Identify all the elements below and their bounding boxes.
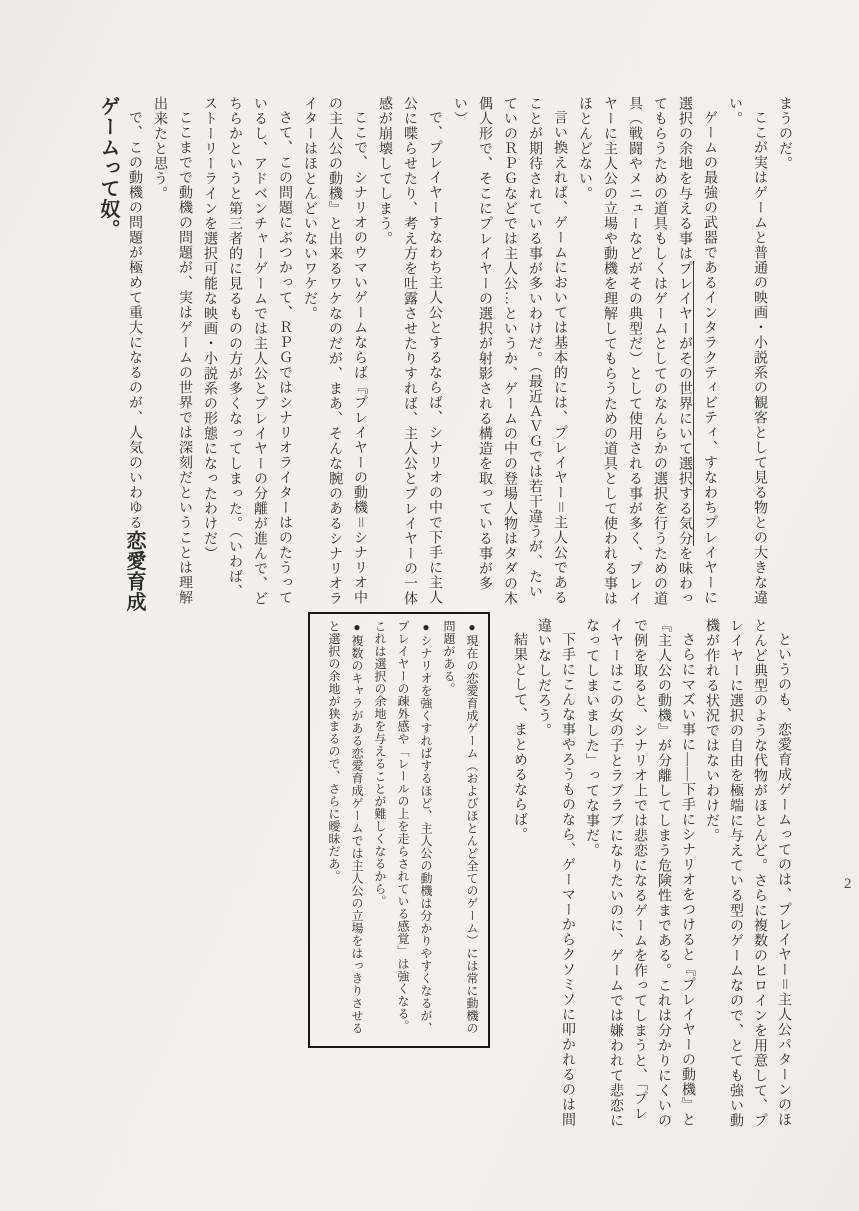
paragraph	[699, 618, 795, 1130]
text-segment: まうのだ。	[777, 96, 792, 171]
paragraph	[572, 96, 722, 612]
paragraph	[579, 618, 699, 1130]
text-segment: 結果として、まとめるならば。	[512, 632, 527, 842]
text-segment: ●現在の恋愛育成ゲーム（およびほとんど全てのゲーム）には常に動機の問題がある。	[442, 620, 479, 1035]
main-essay-text-block	[85, 96, 797, 612]
summary-bullet-item	[368, 620, 437, 1040]
text-segment: というのも、恋愛育成ゲームってのは、プレイヤー＝主人公パターンのほとんど典型のような代物がほとんど。さらに複数のヒロインを用意して、プレイヤーに選択の自由を極端に与えている型のゲームなので、とても強い動機が作れる状況ではないわけだ。	[704, 618, 791, 1128]
paragraph	[447, 96, 572, 612]
text-segment: で、この動機の問題が極めて重大になるのが、人気のいわゆる	[127, 110, 142, 530]
summary-bullet-item	[437, 620, 483, 1040]
text-segment: ここが実はゲームと普通の映画・小説系の観客として見る物との大きな違い。	[727, 96, 767, 605]
paragraph	[197, 96, 297, 612]
paragraph	[531, 618, 579, 1130]
summary-bullet-item	[322, 620, 368, 1040]
text-segment: ゲームの最強の武器であるインタラクティビティ、すなわちプレイヤーに選択の余地を与える事は	[677, 96, 717, 605]
text-segment: を味わってもらうための道具もしくはゲームとしてのなんらかの選択を行うための道具（戦闘やメニューなどがその典型だ）として使用される事が多く、プレイヤーに主人公の立場や動機を理解してもらうための道具として使われる事はほとんどない。	[577, 96, 692, 606]
text-segment: 言い換えれば、ゲームにおいては基本的には、プレイヤー＝主人公であることが期待されている事が多いわけだ。（最近ＡＶＧでは若干違うが、たいていのＲＰＧなどでは主人公…というか、ゲームの中の登場人物はタダの木偶人形で、そこにプレイヤーの選択が射影される構造を取っている事が多い）	[452, 96, 567, 606]
paragraph	[372, 96, 447, 612]
text-segment: さらにマズい事に――下手にシナリオをつけると『プレイヤーの動機』と『主人公の動機』が分離してしまう危険性まである。これは分かりにくいので例を取ると、シナリオ上では悲恋になるゲームを作ってしまうと、「プレイヤーはこの女の子とラブラブになりたいのに、ゲームでは嫌われて悲恋になってしまいました」ってな事だ。	[584, 618, 695, 1128]
text-segment: さて、この問題にぶつかって、ＲＰＧではシナリオライターはのたうっているし、アドベンチャーゲームでは主人公とプレイヤーの分離が進んで、どちらかというと第三者的に見るものの方が多くなってしまった。（いわば、ストーリーラインを選択可能な映画・小説系の形態になったわけだ）	[202, 96, 292, 606]
paragraph	[147, 96, 197, 612]
text-segment: 下手にこんな事やろうものなら、ゲーマーからクソミソに叩かれるのは間違いなしだろう。	[536, 618, 575, 1127]
paragraph	[507, 618, 531, 1130]
paragraph	[772, 96, 797, 612]
text-segment: ここで、シナリオのウマいゲームならば『プレイヤーの動機＝シナリオ中の主人公の動機』と出来るワケなのだが、まあ、そんな腕のあるシナリオライターはほとんどいないワケだ。	[302, 96, 367, 606]
large-emphasis-text: 恋愛育成ゲームって奴。	[97, 96, 145, 612]
text-segment: ●シナリオを強くすればするほど、主人公の動機は分かりやすくなるが、プレイヤーの疎外感や「レールの上を走らされている感覚」は強くなる。これは選択の余地を与えることが難しくなるから。	[373, 620, 433, 1035]
second-essay-text-block	[505, 618, 795, 1130]
summary-box	[308, 612, 490, 1048]
text-segment: ここまでで動機の問題が、実はゲームの世界では深刻だということは理解出来たと思う。	[152, 96, 192, 605]
paragraph	[95, 96, 147, 612]
text-segment: ●複数のキャラがある恋愛育成ゲームでは主人公の立場をはっきりさせると選択の余地が狭まるので、さらに曖昧だあ。	[327, 620, 364, 1035]
paragraph	[722, 96, 772, 612]
text-segment: で、プレイヤーすなわち主人公とするならば、シナリオの中で下手に主人公に喋らせたり、考え方を吐露させたりすれば、主人公とプレイヤーの一体感が崩壊してしまう。	[377, 96, 442, 606]
emphasized-text-sideline: プレイヤーがその世界にいて選択する気分	[677, 261, 692, 546]
page-number: 2	[844, 876, 852, 892]
paragraph	[297, 96, 372, 612]
